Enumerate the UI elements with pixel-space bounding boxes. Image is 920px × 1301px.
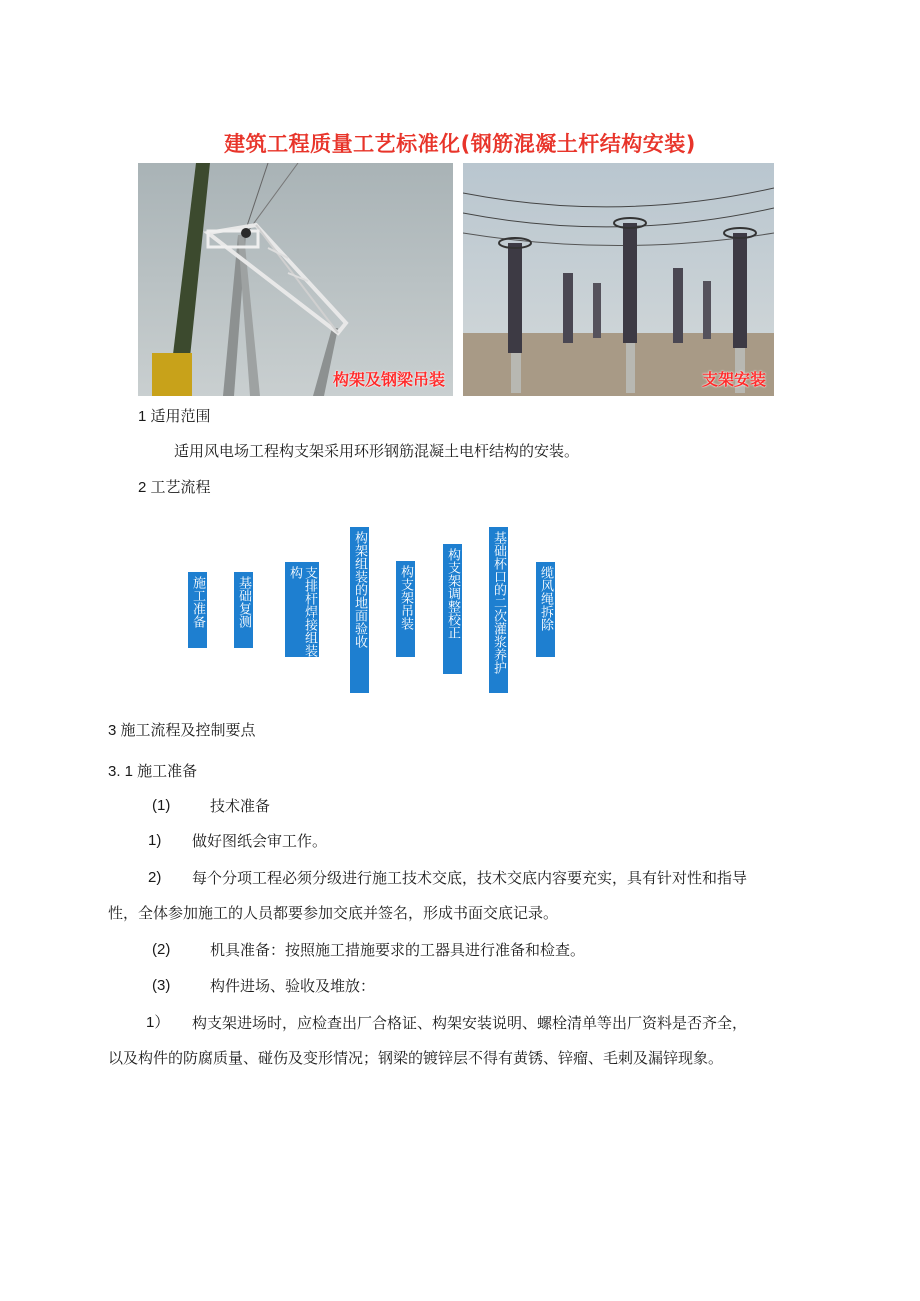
photo-frame-support: [463, 163, 774, 396]
photo-support-image: [463, 163, 774, 396]
section-3-heading: 3 施工流程及控制要点: [108, 722, 256, 739]
sub-2-text-line-1: 每个分项工程必须分级进行施工技术交底，技术交底内容要充实，具有针对性和指导: [192, 869, 748, 887]
item-2-number: (2): [152, 941, 171, 958]
photo-hoisting-image: [138, 163, 453, 396]
section-2-heading: 2 工艺流程: [138, 479, 211, 496]
flow-step-6: 构支架调整校正: [443, 544, 462, 674]
sub-3-number: 1）: [146, 1014, 170, 1031]
flow-step-4: 构架组装的地面验收: [350, 527, 369, 693]
item-1-text: 技术准备: [210, 797, 271, 815]
section-1-body: 适用风电场工程构支架采用环形钢筋混凝土电杆结构的安装。: [174, 442, 580, 460]
section-1-heading: 1 适用范围: [138, 408, 211, 425]
item-3-text: 构件进场、验收及堆放：: [210, 977, 376, 995]
flow-step-8: 缆风绳拆除: [536, 562, 555, 657]
section-3-1-heading: 3. 1 施工准备: [108, 763, 198, 780]
flow-step-3: 支排杆焊接组装构: [285, 562, 319, 657]
sub-2-number: 2): [148, 869, 162, 886]
sub-3-text-line-2: 以及构件的防腐质量、碰伤及变形情况；钢梁的镀锌层不得有黄锈、锌瘤、毛刺及漏锌现象。: [108, 1049, 724, 1067]
item-2-text: 机具准备：按照施工措施要求的工器具进行准备和检查。: [210, 941, 586, 959]
sub-3-text-line-1: 构支架进场时，应检查出厂合格证、构架安装说明、螺栓清单等出厂资料是否齐全，: [192, 1014, 748, 1032]
flow-step-2: 基础复测: [234, 572, 253, 648]
item-1-number: (1): [152, 797, 171, 814]
flow-step-1: 施工准备: [188, 572, 207, 648]
item-3-number: (3): [152, 977, 171, 994]
photo-caption-hoisting: 构架及钢梁吊装: [332, 370, 445, 389]
flow-step-7: 基础杯口的二次灌浆养护: [489, 527, 508, 693]
sub-2-text-line-2: 性，全体参加施工的人员都要参加交底并签名，形成书面交底记录。: [108, 904, 559, 922]
sub-1-number: 1): [148, 832, 162, 849]
photo-frame-hoisting: [138, 163, 453, 396]
flow-step-5: 构支架吊装: [396, 561, 415, 657]
photo-caption-support: 支架安装: [701, 370, 766, 389]
page-title: 建筑工程质量工艺标准化(钢筋混凝土杆结构安装): [224, 132, 696, 156]
sub-1-text: 做好图纸会审工作。: [192, 832, 328, 850]
